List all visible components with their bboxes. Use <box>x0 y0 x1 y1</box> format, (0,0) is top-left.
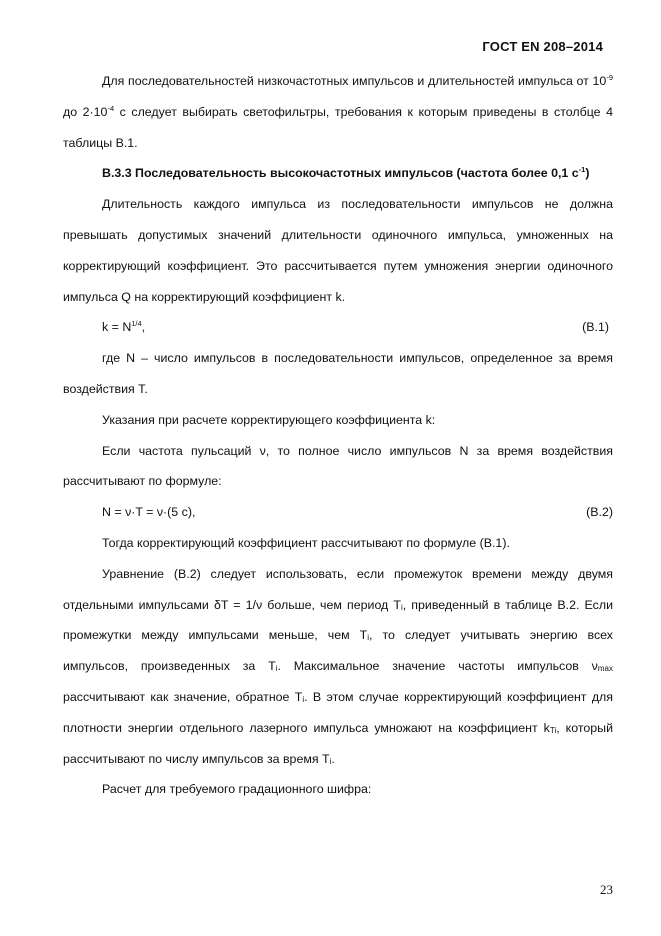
formula-expression: N = ν·T = ν·(5 с), <box>102 505 196 520</box>
subscript: i <box>400 602 403 612</box>
subscript: i <box>302 694 305 704</box>
text-run: , который рассчитывают по числу импульсов за время T <box>63 720 613 766</box>
text-run: с следует выбирать светофильтры, требования к которым приведены в столбце 4 таблицы В.1. <box>63 104 613 150</box>
subscript: i <box>329 756 332 766</box>
subscript: i <box>367 633 370 643</box>
formula-b2 <box>63 497 613 528</box>
paragraph-instructions: Указания при расчете корректирующего коэффициента k: <box>102 412 436 427</box>
text-run: до 2·10 <box>63 104 108 119</box>
paragraph-filters <box>63 66 613 158</box>
formula-number: (В.1) <box>582 320 609 335</box>
paragraph-where: где N – число импульсов в последовательности импульсов, определенное за время воздействия T. <box>63 351 613 396</box>
exponent: -1 <box>578 165 586 175</box>
subscript: max <box>597 664 613 674</box>
formula-b1 <box>63 312 613 343</box>
formula-number: (В.2) <box>586 505 613 520</box>
text-run: Уравнение (В.2) следует использовать, если промежуток времени между двумя отдельными импульсами δT = 1/ν больше, чем период T <box>63 566 613 612</box>
page-number: 23 <box>600 882 613 897</box>
text-run: . Максимальное значение частоты импульсов ν <box>277 659 598 674</box>
text-run: . <box>331 751 335 766</box>
paragraph-calculation: Расчет для требуемого градационного шифра: <box>102 782 372 797</box>
paragraph-equation-usage <box>63 559 613 775</box>
exponent: -4 <box>107 103 115 113</box>
document-body <box>63 66 613 805</box>
text-run: , то следует учитывать энергию всех импульсов, произведенных за T <box>63 628 613 674</box>
formula-lhs: k = N <box>102 320 132 335</box>
section-heading <box>63 158 613 189</box>
text-run: . В этом случае корректирующий коэффициент для плотности энергии отдельного лазерного импульса умножают на коэффициент k <box>63 689 613 735</box>
text-run: ) <box>585 166 590 181</box>
text-run: , <box>141 320 146 335</box>
subscript: Ti <box>549 725 557 735</box>
document-header: ГОСТ EN 208–2014 <box>482 39 603 54</box>
text-run: рассчитывают как значение, обратное T <box>63 689 303 704</box>
section-title: В.3.3 Последовательность высокочастотных импульсов (частота более 0,1 с <box>102 166 579 181</box>
paragraph-frequency: Если частота пульсаций ν, то полное число импульсов N за время воздействия рассчитывают по формуле: <box>63 443 613 489</box>
subscript: i <box>275 664 278 674</box>
exponent: -9 <box>606 73 613 82</box>
paragraph-pulse-duration: Длительность каждого импульса из последовательности импульсов не должна превышать допустимых значений длительности одиночного импульса, умноженных на корректирующий коэффициент. Это рассчитывается путем умножения энергии одиночного импульса Q на корректирующий коэффициент k. <box>63 197 613 304</box>
text-run: Для последовательностей низкочастотных импульсов и длительностей импульса от 10 <box>102 74 607 88</box>
paragraph-then: Тогда корректирующий коэффициент рассчитывают по формуле (В.1). <box>102 535 510 550</box>
exponent: 1/4 <box>131 319 142 329</box>
text-run: , приведенный в таблице В.2. Если промежутки между импульсами меньше, чем T <box>63 597 613 643</box>
